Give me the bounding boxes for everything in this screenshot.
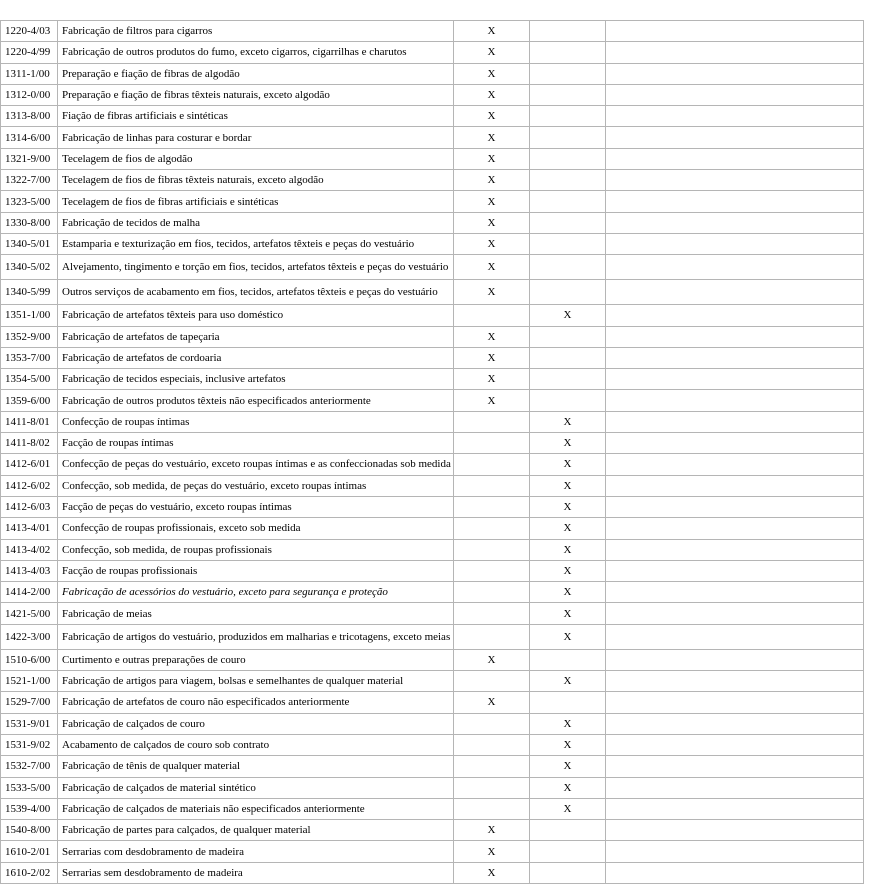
- mark-column-2-cell: [530, 255, 606, 280]
- empty-column-cell: [606, 518, 864, 539]
- mark-column-2-cell: [530, 84, 606, 105]
- empty-column-cell: [606, 127, 864, 148]
- empty-column-cell: [606, 582, 864, 603]
- mark-column-2-cell: [530, 347, 606, 368]
- mark-column-2-cell: X: [530, 734, 606, 755]
- table-row: [1, 127, 864, 148]
- activity-code-cell: 1411-8/02: [1, 433, 58, 454]
- table-row: [1, 649, 864, 670]
- mark-column-1-cell: X: [454, 233, 530, 254]
- table-row: [1, 582, 864, 603]
- table-row: [1, 496, 864, 517]
- mark-column-2-cell: [530, 862, 606, 883]
- mark-column-1-cell: [454, 756, 530, 777]
- table-row: [1, 692, 864, 713]
- activity-description-cell: Fabricação de outros produtos do fumo, exceto cigarros, cigarrilhas e charutos: [58, 42, 454, 63]
- table-row: [1, 603, 864, 624]
- activity-code-cell: 1340-5/99: [1, 280, 58, 305]
- mark-column-2-cell: [530, 369, 606, 390]
- mark-column-2-cell: X: [530, 603, 606, 624]
- activity-description-cell: Facção de peças do vestuário, exceto roupas íntimas: [58, 496, 454, 517]
- activity-code-cell: 1421-5/00: [1, 603, 58, 624]
- mark-column-1-cell: X: [454, 170, 530, 191]
- empty-column-cell: [606, 756, 864, 777]
- activity-code-cell: 1314-6/00: [1, 127, 58, 148]
- table-row: [1, 560, 864, 581]
- empty-column-cell: [606, 326, 864, 347]
- activity-code-cell: 1220-4/99: [1, 42, 58, 63]
- table-row: [1, 63, 864, 84]
- activity-code-cell: 1540-8/00: [1, 820, 58, 841]
- activity-description-cell: Confecção, sob medida, de roupas profissionais: [58, 539, 454, 560]
- activity-description-cell: Fabricação de artefatos de cordoaria: [58, 347, 454, 368]
- table-row: [1, 433, 864, 454]
- activity-code-cell: 1321-9/00: [1, 148, 58, 169]
- table-row: [1, 280, 864, 305]
- activity-description-cell: Fabricação de partes para calçados, de qualquer material: [58, 820, 454, 841]
- mark-column-1-cell: X: [454, 841, 530, 862]
- activity-description-cell: Fabricação de acessórios do vestuário, exceto para segurança e proteção: [58, 582, 454, 603]
- table-row: [1, 42, 864, 63]
- document-page: [0, 20, 872, 884]
- empty-column-cell: [606, 734, 864, 755]
- activity-description-cell: Facção de roupas profissionais: [58, 560, 454, 581]
- mark-column-1-cell: [454, 560, 530, 581]
- mark-column-2-cell: [530, 63, 606, 84]
- mark-column-2-cell: X: [530, 582, 606, 603]
- activity-code-cell: 1322-7/00: [1, 170, 58, 191]
- mark-column-2-cell: [530, 280, 606, 305]
- activity-description-cell: Acabamento de calçados de couro sob contrato: [58, 734, 454, 755]
- table-row: [1, 369, 864, 390]
- mark-column-2-cell: [530, 170, 606, 191]
- activity-description-cell: Tecelagem de fios de fibras têxteis naturais, exceto algodão: [58, 170, 454, 191]
- table-row: [1, 539, 864, 560]
- empty-column-cell: [606, 170, 864, 191]
- activity-code-cell: 1413-4/01: [1, 518, 58, 539]
- activity-code-cell: 1533-5/00: [1, 777, 58, 798]
- mark-column-1-cell: [454, 603, 530, 624]
- empty-column-cell: [606, 233, 864, 254]
- table-row: [1, 841, 864, 862]
- activity-code-cell: 1532-7/00: [1, 756, 58, 777]
- table-row: [1, 475, 864, 496]
- mark-column-1-cell: [454, 624, 530, 649]
- mark-column-2-cell: X: [530, 756, 606, 777]
- table-row: [1, 624, 864, 649]
- empty-column-cell: [606, 148, 864, 169]
- activity-description-cell: Fabricação de artigos do vestuário, produzidos em malharias e tricotagens, exceto meias: [58, 624, 454, 649]
- mark-column-2-cell: X: [530, 475, 606, 496]
- empty-column-cell: [606, 433, 864, 454]
- empty-column-cell: [606, 390, 864, 411]
- mark-column-2-cell: [530, 106, 606, 127]
- mark-column-2-cell: X: [530, 624, 606, 649]
- activity-code-cell: 1359-6/00: [1, 390, 58, 411]
- activity-code-cell: 1412-6/01: [1, 454, 58, 475]
- table-row: [1, 820, 864, 841]
- mark-column-1-cell: X: [454, 212, 530, 233]
- table-row: [1, 713, 864, 734]
- activity-description-cell: Estamparia e texturização em fios, tecidos, artefatos têxteis e peças do vestuário: [58, 233, 454, 254]
- mark-column-2-cell: X: [530, 798, 606, 819]
- activity-description-cell: Fiação de fibras artificiais e sintéticas: [58, 106, 454, 127]
- empty-column-cell: [606, 671, 864, 692]
- mark-column-2-cell: [530, 127, 606, 148]
- table-row: [1, 862, 864, 883]
- mark-column-2-cell: [530, 42, 606, 63]
- activity-description-cell: Fabricação de tênis de qualquer material: [58, 756, 454, 777]
- activity-code-cell: 1351-1/00: [1, 305, 58, 326]
- empty-column-cell: [606, 841, 864, 862]
- activity-code-cell: 1311-1/00: [1, 63, 58, 84]
- mark-column-2-cell: [530, 233, 606, 254]
- activity-description-cell: Fabricação de outros produtos têxteis não especificados anteriormente: [58, 390, 454, 411]
- activity-code-cell: 1610-2/02: [1, 862, 58, 883]
- activity-code-cell: 1330-8/00: [1, 212, 58, 233]
- activity-code-cell: 1610-2/01: [1, 841, 58, 862]
- mark-column-1-cell: X: [454, 106, 530, 127]
- mark-column-2-cell: [530, 649, 606, 670]
- mark-column-1-cell: X: [454, 280, 530, 305]
- mark-column-1-cell: X: [454, 84, 530, 105]
- mark-column-1-cell: X: [454, 127, 530, 148]
- table-row: [1, 671, 864, 692]
- mark-column-1-cell: X: [454, 63, 530, 84]
- mark-column-1-cell: [454, 734, 530, 755]
- mark-column-1-cell: [454, 777, 530, 798]
- table-row: [1, 170, 864, 191]
- empty-column-cell: [606, 777, 864, 798]
- empty-column-cell: [606, 862, 864, 883]
- mark-column-2-cell: X: [530, 496, 606, 517]
- empty-column-cell: [606, 798, 864, 819]
- activity-code-cell: 1340-5/02: [1, 255, 58, 280]
- table-row: [1, 106, 864, 127]
- mark-column-2-cell: [530, 692, 606, 713]
- activity-code-cell: 1413-4/03: [1, 560, 58, 581]
- table-row: [1, 84, 864, 105]
- mark-column-1-cell: X: [454, 326, 530, 347]
- mark-column-1-cell: [454, 713, 530, 734]
- activity-table: [0, 20, 864, 884]
- activity-code-cell: 1412-6/02: [1, 475, 58, 496]
- mark-column-2-cell: [530, 841, 606, 862]
- mark-column-2-cell: X: [530, 305, 606, 326]
- mark-column-1-cell: [454, 582, 530, 603]
- table-row: [1, 212, 864, 233]
- activity-description-cell: Fabricação de linhas para costurar e bordar: [58, 127, 454, 148]
- mark-column-1-cell: X: [454, 347, 530, 368]
- mark-column-1-cell: X: [454, 191, 530, 212]
- mark-column-2-cell: [530, 212, 606, 233]
- activity-description-cell: Preparação e fiação de fibras de algodão: [58, 63, 454, 84]
- mark-column-2-cell: X: [530, 777, 606, 798]
- empty-column-cell: [606, 191, 864, 212]
- mark-column-2-cell: X: [530, 411, 606, 432]
- activity-code-cell: 1340-5/01: [1, 233, 58, 254]
- empty-column-cell: [606, 84, 864, 105]
- empty-column-cell: [606, 475, 864, 496]
- activity-description-cell: Fabricação de artigos para viagem, bolsas e semelhantes de qualquer material: [58, 671, 454, 692]
- activity-code-cell: 1312-0/00: [1, 84, 58, 105]
- mark-column-1-cell: X: [454, 21, 530, 42]
- activity-code-cell: 1422-3/00: [1, 624, 58, 649]
- table-row: [1, 798, 864, 819]
- activity-code-cell: 1414-2/00: [1, 582, 58, 603]
- empty-column-cell: [606, 496, 864, 517]
- activity-code-cell: 1521-1/00: [1, 671, 58, 692]
- activity-code-cell: 1323-5/00: [1, 191, 58, 212]
- activity-code-cell: 1413-4/02: [1, 539, 58, 560]
- mark-column-1-cell: [454, 454, 530, 475]
- mark-column-2-cell: [530, 326, 606, 347]
- activity-description-cell: Outros serviços de acabamento em fios, tecidos, artefatos têxteis e peças do vestuário: [58, 280, 454, 305]
- empty-column-cell: [606, 411, 864, 432]
- empty-column-cell: [606, 820, 864, 841]
- table-row: [1, 411, 864, 432]
- empty-column-cell: [606, 347, 864, 368]
- empty-column-cell: [606, 539, 864, 560]
- mark-column-2-cell: X: [530, 539, 606, 560]
- empty-column-cell: [606, 713, 864, 734]
- activity-description-cell: Fabricação de tecidos de malha: [58, 212, 454, 233]
- activity-code-cell: 1510-6/00: [1, 649, 58, 670]
- mark-column-1-cell: [454, 671, 530, 692]
- empty-column-cell: [606, 649, 864, 670]
- empty-column-cell: [606, 603, 864, 624]
- table-row: [1, 305, 864, 326]
- empty-column-cell: [606, 305, 864, 326]
- table-row: [1, 734, 864, 755]
- mark-column-1-cell: X: [454, 692, 530, 713]
- activity-description-cell: Fabricação de tecidos especiais, inclusive artefatos: [58, 369, 454, 390]
- activity-description-cell: Fabricação de artefatos de tapeçaria: [58, 326, 454, 347]
- mark-column-2-cell: X: [530, 518, 606, 539]
- mark-column-1-cell: [454, 496, 530, 517]
- activity-description-cell: Confecção de peças do vestuário, exceto roupas íntimas e as confeccionadas sob medida: [58, 454, 454, 475]
- empty-column-cell: [606, 369, 864, 390]
- activity-description-cell: Preparação e fiação de fibras têxteis naturais, exceto algodão: [58, 84, 454, 105]
- table-row: [1, 756, 864, 777]
- mark-column-2-cell: [530, 191, 606, 212]
- activity-description-cell: Serrarias sem desdobramento de madeira: [58, 862, 454, 883]
- table-row: [1, 390, 864, 411]
- empty-column-cell: [606, 63, 864, 84]
- table-row: [1, 255, 864, 280]
- activity-code-cell: 1531-9/02: [1, 734, 58, 755]
- activity-code-cell: 1412-6/03: [1, 496, 58, 517]
- mark-column-1-cell: [454, 433, 530, 454]
- empty-column-cell: [606, 255, 864, 280]
- mark-column-2-cell: X: [530, 671, 606, 692]
- table-row: [1, 326, 864, 347]
- mark-column-2-cell: [530, 21, 606, 42]
- empty-column-cell: [606, 624, 864, 649]
- activity-code-cell: 1529-7/00: [1, 692, 58, 713]
- activity-code-cell: 1220-4/03: [1, 21, 58, 42]
- activity-description-cell: Curtimento e outras preparações de couro: [58, 649, 454, 670]
- mark-column-1-cell: [454, 305, 530, 326]
- activity-description-cell: Serrarias com desdobramento de madeira: [58, 841, 454, 862]
- table-row: [1, 518, 864, 539]
- empty-column-cell: [606, 212, 864, 233]
- activity-description-cell: Fabricação de filtros para cigarros: [58, 21, 454, 42]
- mark-column-1-cell: [454, 475, 530, 496]
- activity-description-cell: Confecção de roupas profissionais, exceto sob medida: [58, 518, 454, 539]
- empty-column-cell: [606, 560, 864, 581]
- mark-column-2-cell: [530, 390, 606, 411]
- table-row: [1, 191, 864, 212]
- table-row: [1, 233, 864, 254]
- activity-code-cell: 1531-9/01: [1, 713, 58, 734]
- mark-column-2-cell: [530, 148, 606, 169]
- mark-column-1-cell: [454, 411, 530, 432]
- mark-column-1-cell: X: [454, 862, 530, 883]
- table-row: [1, 454, 864, 475]
- activity-description-cell: Fabricação de artefatos de couro não especificados anteriormente: [58, 692, 454, 713]
- activity-code-cell: 1354-5/00: [1, 369, 58, 390]
- activity-description-cell: Tecelagem de fios de fibras artificiais e sintéticas: [58, 191, 454, 212]
- activity-description-cell: Fabricação de artefatos têxteis para uso doméstico: [58, 305, 454, 326]
- table-row: [1, 777, 864, 798]
- table-row: [1, 21, 864, 42]
- activity-description-cell: Fabricação de meias: [58, 603, 454, 624]
- empty-column-cell: [606, 42, 864, 63]
- mark-column-1-cell: X: [454, 820, 530, 841]
- table-row: [1, 148, 864, 169]
- empty-column-cell: [606, 106, 864, 127]
- mark-column-1-cell: X: [454, 369, 530, 390]
- empty-column-cell: [606, 21, 864, 42]
- mark-column-1-cell: X: [454, 649, 530, 670]
- activity-code-cell: 1352-9/00: [1, 326, 58, 347]
- activity-table-body: [1, 21, 864, 884]
- activity-code-cell: 1539-4/00: [1, 798, 58, 819]
- activity-description-cell: Fabricação de calçados de material sintético: [58, 777, 454, 798]
- activity-description-cell: Alvejamento, tingimento e torção em fios, tecidos, artefatos têxteis e peças do vestuário: [58, 255, 454, 280]
- mark-column-1-cell: [454, 518, 530, 539]
- mark-column-1-cell: X: [454, 148, 530, 169]
- mark-column-2-cell: X: [530, 713, 606, 734]
- activity-description-cell: Fabricação de calçados de couro: [58, 713, 454, 734]
- mark-column-2-cell: X: [530, 560, 606, 581]
- activity-description-cell: Fabricação de calçados de materiais não especificados anteriormente: [58, 798, 454, 819]
- activity-code-cell: 1411-8/01: [1, 411, 58, 432]
- mark-column-1-cell: X: [454, 42, 530, 63]
- empty-column-cell: [606, 692, 864, 713]
- table-row: [1, 347, 864, 368]
- empty-column-cell: [606, 280, 864, 305]
- activity-description-cell: Facção de roupas íntimas: [58, 433, 454, 454]
- mark-column-1-cell: [454, 798, 530, 819]
- activity-description-cell: Confecção de roupas íntimas: [58, 411, 454, 432]
- mark-column-2-cell: X: [530, 454, 606, 475]
- mark-column-2-cell: [530, 820, 606, 841]
- mark-column-2-cell: X: [530, 433, 606, 454]
- activity-code-cell: 1313-8/00: [1, 106, 58, 127]
- activity-description-cell: Tecelagem de fios de algodão: [58, 148, 454, 169]
- mark-column-1-cell: [454, 539, 530, 560]
- mark-column-1-cell: X: [454, 255, 530, 280]
- activity-description-cell: Confecção, sob medida, de peças do vestuário, exceto roupas íntimas: [58, 475, 454, 496]
- empty-column-cell: [606, 454, 864, 475]
- activity-code-cell: 1353-7/00: [1, 347, 58, 368]
- mark-column-1-cell: X: [454, 390, 530, 411]
